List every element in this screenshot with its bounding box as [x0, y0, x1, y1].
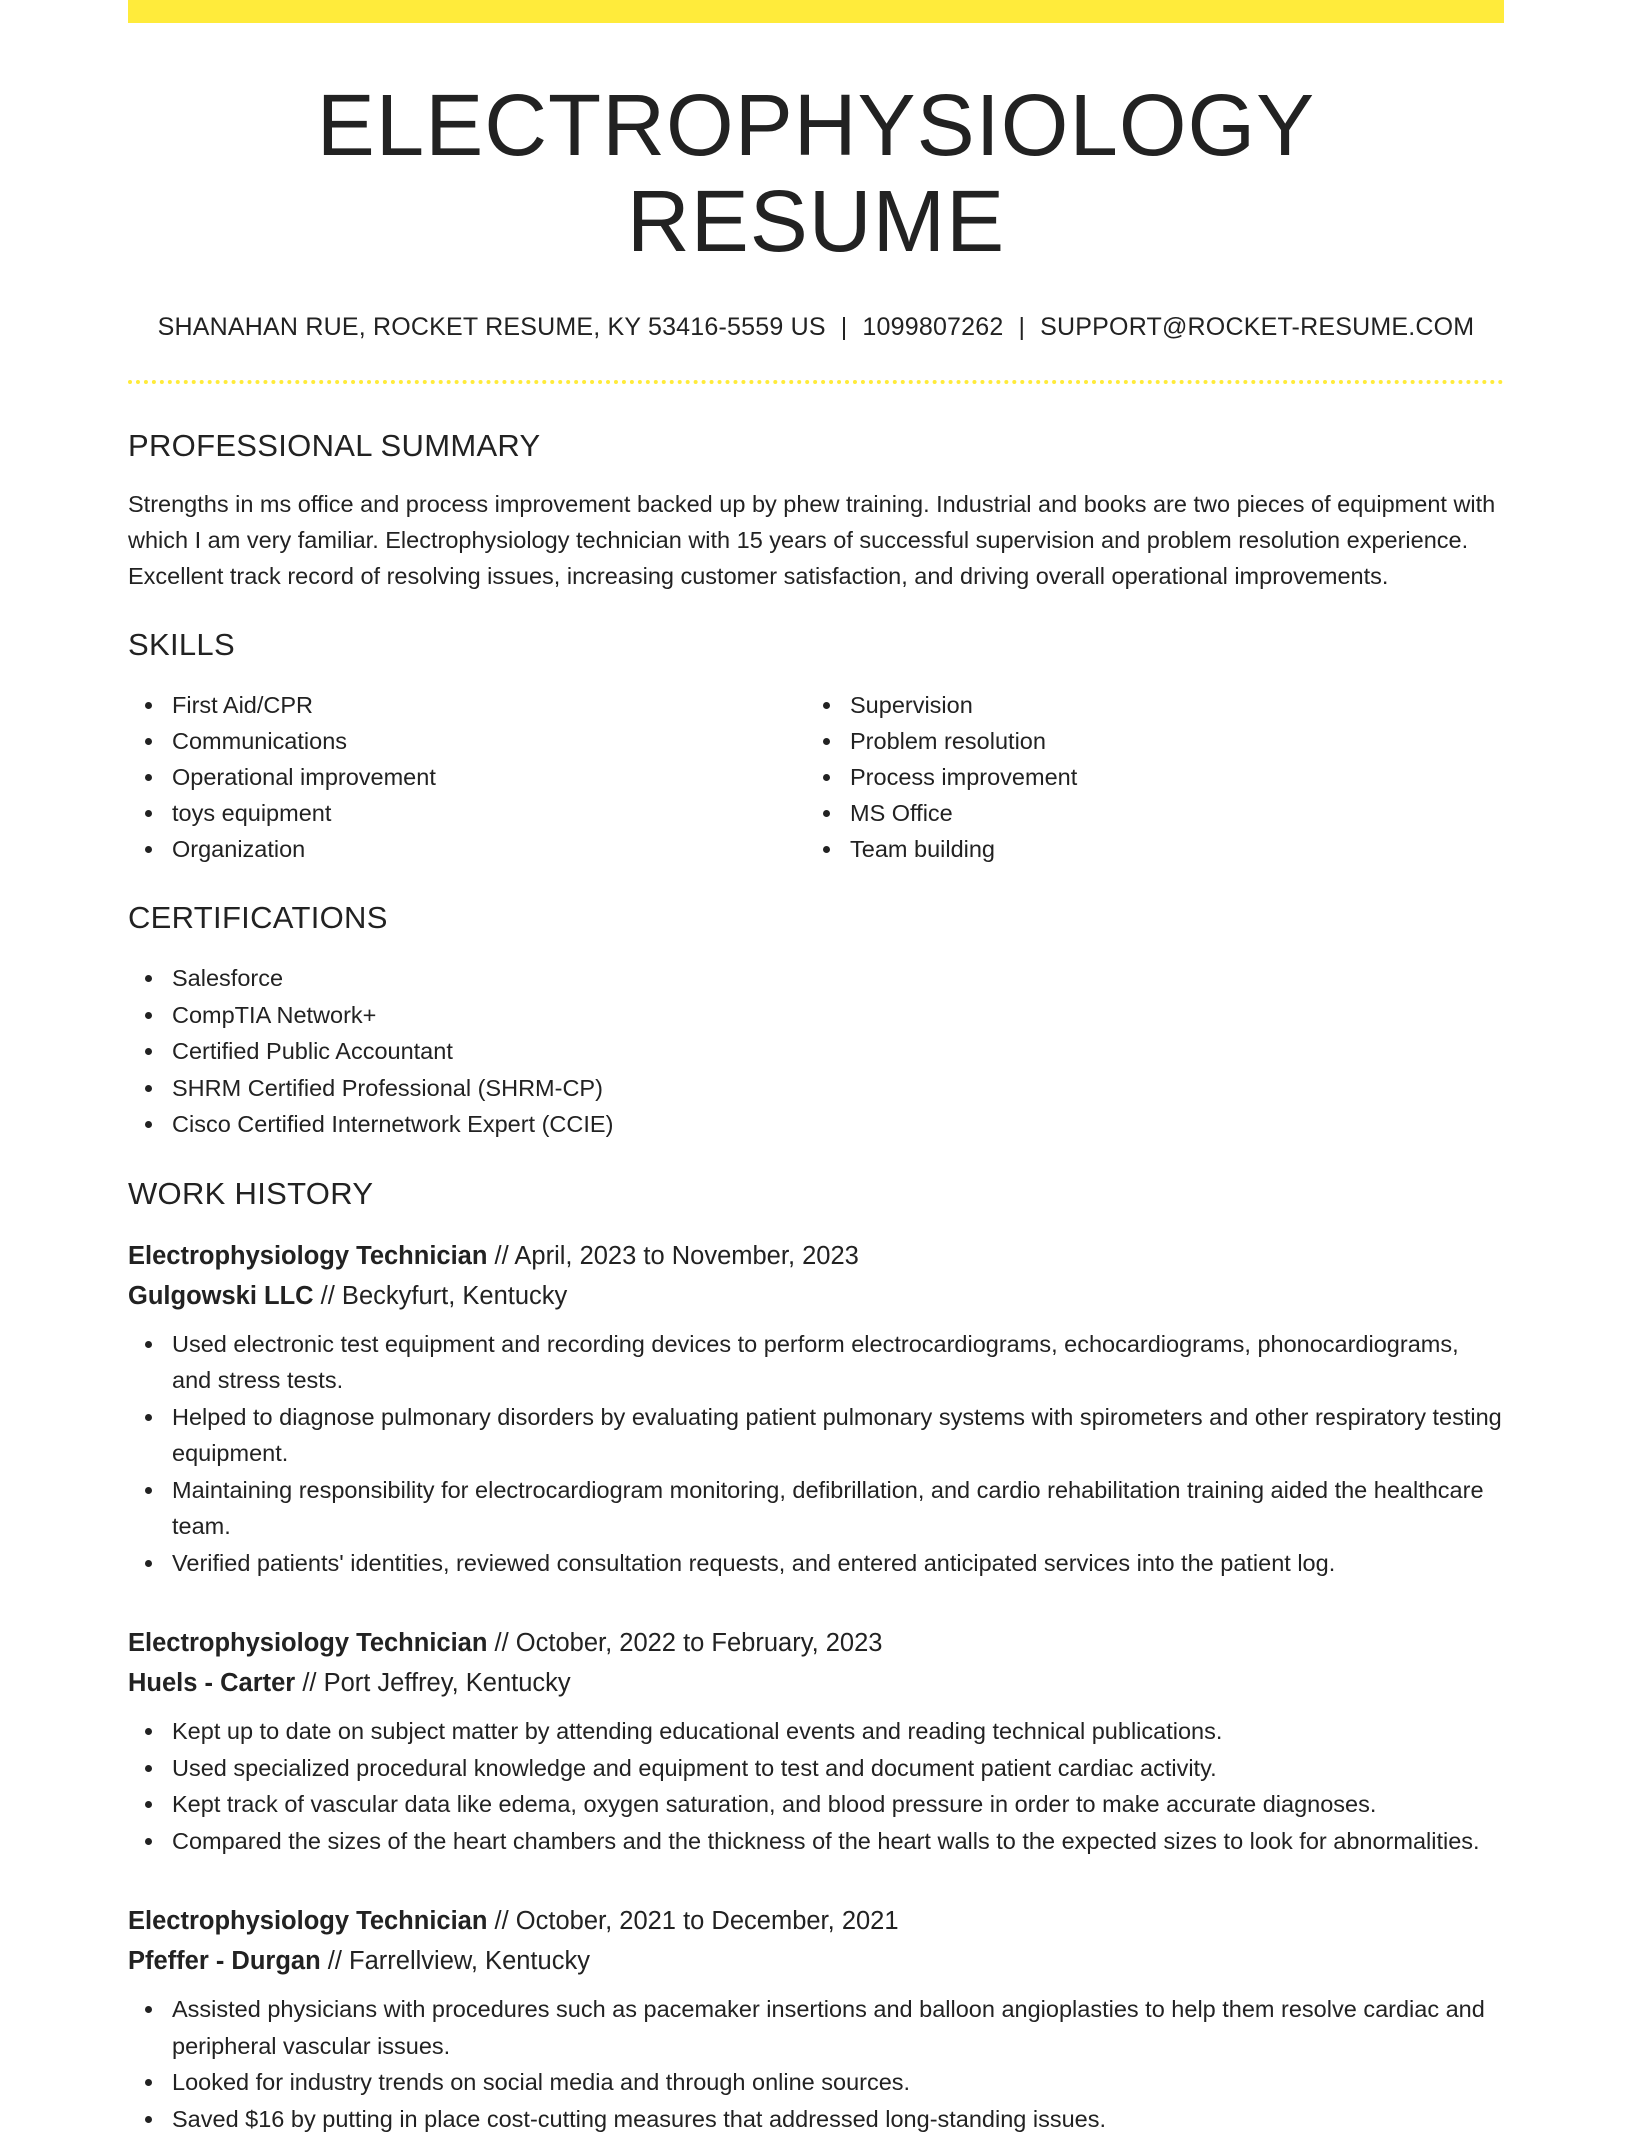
certifications-heading: CERTIFICATIONS: [128, 900, 388, 936]
job-duty: Used electronic test equipment and recording devices to perform electrocardiograms, echocardiograms, phonocardiograms, and stress tests.: [172, 1326, 1504, 1399]
contact-line: [128, 313, 1504, 342]
summary-heading: PROFESSIONAL SUMMARY: [128, 428, 541, 464]
skills-grid: [128, 687, 1504, 867]
skill-item: MS Office: [850, 795, 1484, 831]
job-role: Electrophysiology Technician: [128, 1241, 488, 1270]
job-company-line: [128, 1941, 1504, 1981]
job-entry: [128, 1901, 1504, 2137]
job-location: // Port Jeffrey, Kentucky: [295, 1669, 571, 1698]
top-accent-bar: [128, 0, 1504, 23]
job-entry: [128, 1236, 1504, 1582]
job-role: Electrophysiology Technician: [128, 1629, 488, 1658]
certification-item: Salesforce: [172, 960, 1504, 997]
job-title-line: [128, 1623, 1504, 1663]
skill-item: Process improvement: [850, 759, 1484, 795]
job-duty: Assisted physicians with procedures such as pacemaker insertions and balloon angioplasties to help them resolve cardiac and peripheral vascular issues.: [172, 1991, 1504, 2064]
skill-item: Operational improvement: [172, 759, 806, 795]
skills-list-right: [806, 687, 1484, 867]
job-company-line: [128, 1663, 1504, 1703]
contact-separator: |: [1018, 313, 1026, 342]
skill-item: toys equipment: [172, 795, 806, 831]
job-company: Gulgowski LLC: [128, 1281, 314, 1310]
job-duty: Used specialized procedural knowledge and equipment to test and document patient cardiac activity.: [172, 1750, 1504, 1787]
job-role: Electrophysiology Technician: [128, 1907, 488, 1936]
job-duty: Maintaining responsibility for electrocardiogram monitoring, defibrillation, and cardio rehabilitation training aided the healthcare team.: [172, 1472, 1504, 1545]
skill-item: Supervision: [850, 687, 1484, 723]
job-duty: Compared the sizes of the heart chambers and the thickness of the heart walls to the expected sizes to look for abnormalities.: [172, 1823, 1504, 1860]
resume-page: [128, 0, 1504, 2137]
skill-item: Communications: [172, 723, 806, 759]
skill-item: First Aid/CPR: [172, 687, 806, 723]
certification-item: CompTIA Network+: [172, 997, 1504, 1034]
contact-email: SUPPORT@ROCKET-RESUME.COM: [1040, 313, 1475, 342]
skill-item: Organization: [172, 831, 806, 867]
job-duties-list: [128, 1991, 1504, 2137]
skill-item: Problem resolution: [850, 723, 1484, 759]
job-entry: [128, 1623, 1504, 1859]
skill-item: Team building: [850, 831, 1484, 867]
job-company-line: [128, 1276, 1504, 1316]
job-location: // Farrellview, Kentucky: [320, 1947, 590, 1976]
job-duty: Verified patients' identities, reviewed consultation requests, and entered anticipated services into the patient log.: [172, 1545, 1504, 1582]
certification-item: Cisco Certified Internetwork Expert (CCIE): [172, 1106, 1504, 1143]
contact-address: SHANAHAN RUE, ROCKET RESUME, KY 53416-5559 US: [157, 313, 826, 342]
job-duty: Kept track of vascular data like edema, oxygen saturation, and blood pressure in order to make accurate diagnoses.: [172, 1786, 1504, 1823]
job-location: // Beckyfurt, Kentucky: [313, 1281, 568, 1310]
job-company: Huels - Carter: [128, 1669, 296, 1698]
job-duty: Saved $16 by putting in place cost-cutting measures that addressed long-standing issues.: [172, 2101, 1504, 2137]
skills-list-left: [128, 687, 806, 867]
job-duty: Kept up to date on subject matter by attending educational events and reading technical publications.: [172, 1713, 1504, 1750]
job-duty: Helped to diagnose pulmonary disorders by evaluating patient pulmonary systems with spirometers and other respiratory testing equipment.: [172, 1399, 1504, 1472]
document-title: ELECTROPHYSIOLOGY RESUME: [316, 77, 1316, 270]
skills-heading: SKILLS: [128, 627, 235, 663]
job-duties-list: [128, 1713, 1504, 1859]
certifications-list: [128, 960, 1504, 1143]
dotted-divider: [128, 380, 1504, 384]
summary-text: Strengths in ms office and process improvement backed up by phew training. Industrial and books are two pieces of equipment with which I am very familiar. Electrophysiology technician with 15 years of successful supervision and problem resolution experience. Excellent track record of resolving issues, increasing customer satisfaction, and driving overall operational improvements.: [128, 491, 1496, 590]
certification-item: SHRM Certified Professional (SHRM-CP): [172, 1070, 1504, 1107]
contact-separator: |: [840, 313, 848, 342]
job-dates: // April, 2023 to November, 2023: [487, 1241, 859, 1270]
job-dates: // October, 2022 to February, 2023: [487, 1629, 883, 1658]
job-duties-list: [128, 1326, 1504, 1582]
job-company: Pfeffer - Durgan: [128, 1947, 321, 1976]
contact-phone: 1099807262: [862, 313, 1004, 342]
job-title-line: [128, 1236, 1504, 1276]
job-duty: Looked for industry trends on social media and through online sources.: [172, 2064, 1504, 2101]
certification-item: Certified Public Accountant: [172, 1033, 1504, 1070]
job-title-line: [128, 1901, 1504, 1941]
work-history-heading: WORK HISTORY: [128, 1175, 374, 1211]
job-dates: // October, 2021 to December, 2021: [487, 1907, 899, 1936]
